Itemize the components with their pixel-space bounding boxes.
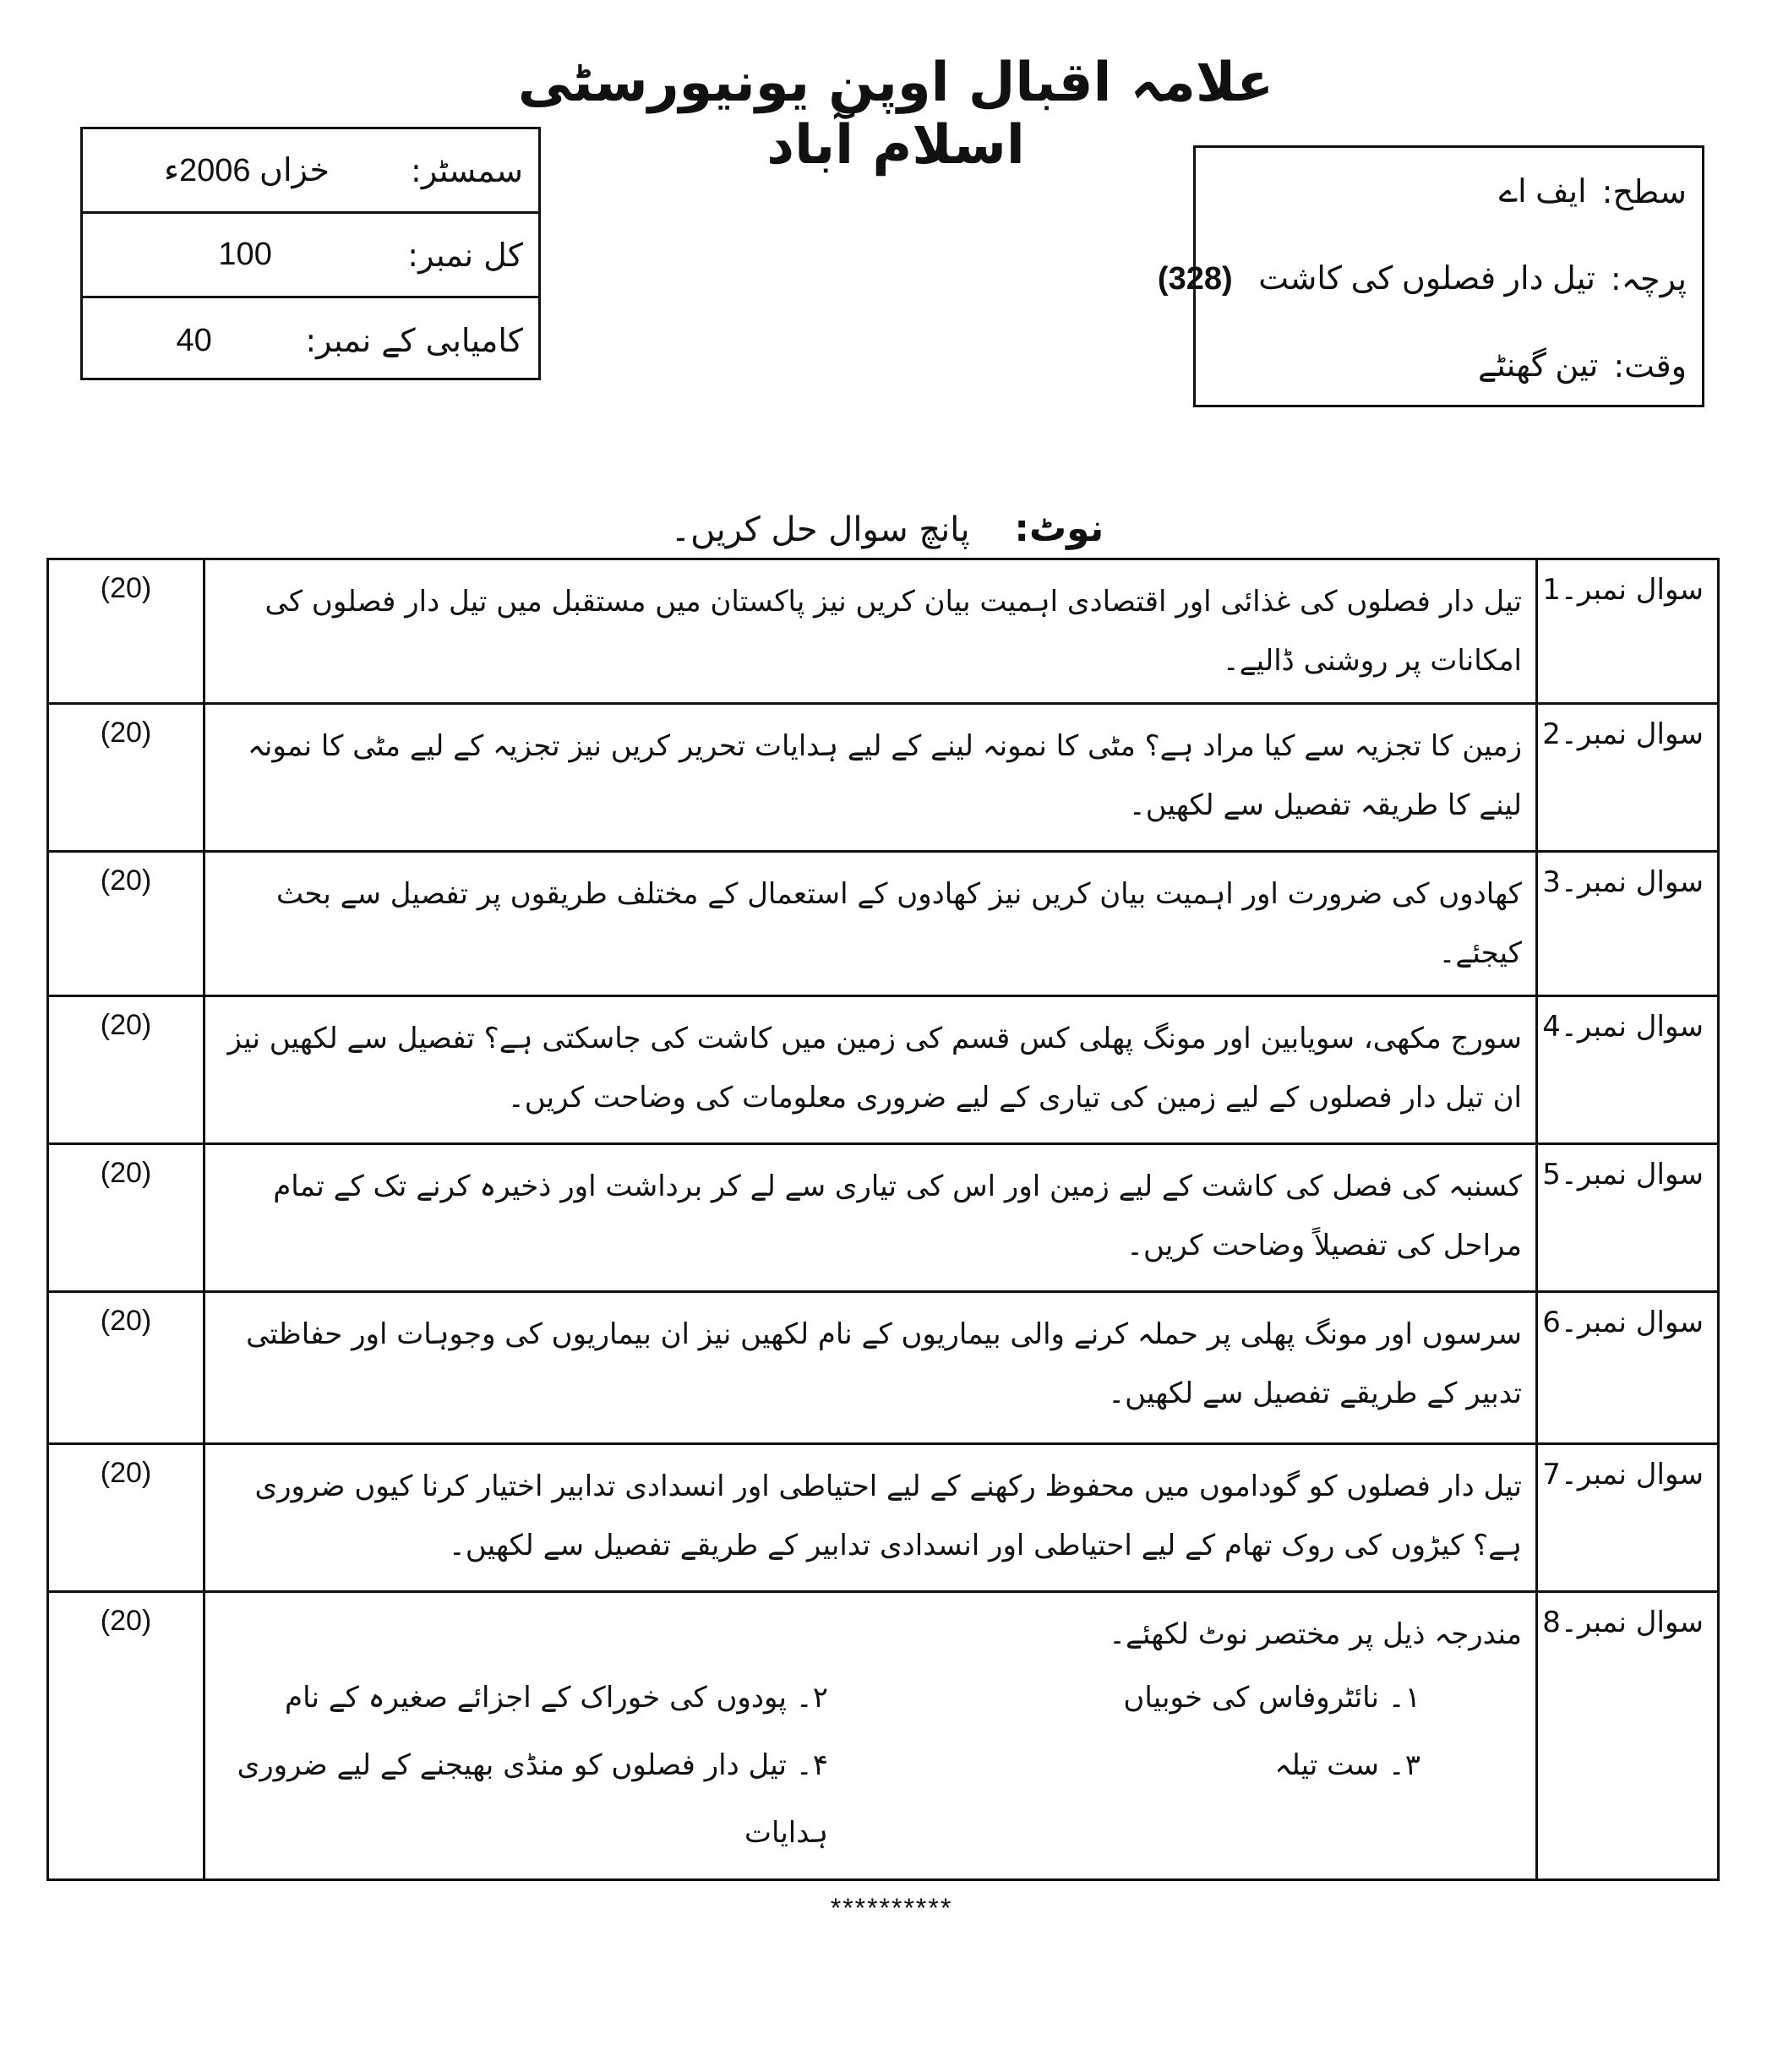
semester-label: سمسٹر: xyxy=(411,151,523,189)
questions-table xyxy=(46,558,1720,1881)
note-label: نوٹ: xyxy=(1014,507,1104,550)
paper-code: (328) xyxy=(1157,261,1233,297)
total-marks-value: 100 xyxy=(218,237,272,272)
level-value: ایف اے xyxy=(1498,174,1587,210)
question-text-cell xyxy=(204,559,1537,704)
end-stars: ********** xyxy=(830,1893,953,1923)
paper-title: تیل دار فصلوں کی کاشت xyxy=(1258,261,1595,297)
question-marks: (20) xyxy=(48,996,204,1144)
sub-question: ۲۔ پودوں کی خوراک کے اجزائے صغیرہ کے نام xyxy=(285,1681,828,1715)
pass-marks-label: کامیابی کے نمبر: xyxy=(305,322,523,359)
question-text-cell xyxy=(204,1592,1537,1880)
question-number: سوال نمبر۔7 xyxy=(1537,1444,1719,1592)
question-text: زمین کا تجزیہ سے کیا مراد ہے؟ مٹی کا نمونہ لینے کے لیے ہدایات تحریر کریں نیز تجزیہ کے لیے مٹی کا نمونہ لینے کا طریقہ تفصیل سے لکھیں۔ xyxy=(247,729,1522,822)
question-row xyxy=(48,1292,1719,1444)
sub-question: ۴۔ تیل دار فصلوں کو منڈی بھیجنے کے لیے ضروری ہدایات xyxy=(237,1748,828,1850)
question-marks: (20) xyxy=(48,704,204,852)
sub-question: ۱۔ نائٹروفاس کی خوبیاں xyxy=(1123,1681,1420,1715)
question-marks: (20) xyxy=(48,559,204,704)
question-number: سوال نمبر۔6 xyxy=(1537,1292,1719,1444)
question-number: سوال نمبر۔4 xyxy=(1537,996,1719,1144)
question-row xyxy=(48,852,1719,996)
question-text: کسنبہ کی فصل کی کاشت کے لیے زمین اور اس کی تیاری سے لے کر برداشت اور ذخیرہ کرنے تک کے تمام مراحل کی تفصیلاً وضاحت کریں۔ xyxy=(273,1170,1522,1262)
question-row xyxy=(48,559,1719,704)
question-row xyxy=(48,1444,1719,1592)
question-number: سوال نمبر۔8 xyxy=(1537,1592,1719,1880)
page-title: علامہ اقبال اوپن یونیورسٹی اسلام آباد xyxy=(517,52,1274,177)
question-marks: (20) xyxy=(48,1144,204,1292)
exam-info-box xyxy=(80,127,541,380)
question-text-cell xyxy=(204,1444,1537,1592)
question-text: سورج مکھی، سویابین اور مونگ پھلی کس قسم کی زمین میں کاشت کی جاسکتی ہے؟ تفصیل سے لکھیں نیز ان تیل دار فصلوں کے لیے زمین کی تیاری کے لیے ضروری معلومات کی وضاحت کریں۔ xyxy=(227,1022,1522,1115)
semester-value: خزاں 2006ء xyxy=(164,153,330,188)
sub-question: ۳۔ ست تیلہ xyxy=(1274,1748,1420,1782)
level-row xyxy=(1196,148,1702,235)
pass-marks-row xyxy=(83,298,538,383)
time-label: وقت: xyxy=(1613,346,1687,384)
paper-row xyxy=(1157,235,1702,322)
instruction-note xyxy=(423,507,1352,550)
semester-row xyxy=(83,129,538,214)
question-marks: (20) xyxy=(48,852,204,996)
question-text-cell xyxy=(204,704,1537,852)
paper-label: پرچہ: xyxy=(1610,259,1687,297)
question-text: سرسوں اور مونگ پھلی پر حملہ کرنے والی بیماریوں کے نام لکھیں نیز ان بیماریوں کی وجوہات اور حفاظتی تدبیر کے طریقے تفصیل سے لکھیں۔ xyxy=(246,1317,1522,1410)
question-text: تیل دار فصلوں کی غذائی اور اقتصادی اہمیت بیان کریں نیز پاکستان میں مستقبل میں تیل دار فصلوں کی امکانات پر روشنی ڈالیے۔ xyxy=(264,585,1522,678)
total-marks-label: کل نمبر: xyxy=(407,236,523,274)
question-number: سوال نمبر۔1 xyxy=(1537,559,1719,704)
question-marks: (20) xyxy=(48,1292,204,1444)
time-value: تین گھنٹے xyxy=(1478,348,1599,384)
question-row xyxy=(48,704,1719,852)
question-number: سوال نمبر۔5 xyxy=(1537,1144,1719,1292)
sub-question-list xyxy=(219,1664,1522,1867)
question-marks: (20) xyxy=(48,1444,204,1592)
total-marks-row xyxy=(83,214,538,298)
question-row xyxy=(48,996,1719,1144)
question-number: سوال نمبر۔2 xyxy=(1537,704,1719,852)
question-text-cell xyxy=(204,1144,1537,1292)
paper-value xyxy=(1158,259,1595,297)
note-text: پانچ سوال حل کریں۔ xyxy=(670,510,970,549)
question-row xyxy=(48,1592,1719,1880)
question-text-cell xyxy=(204,996,1537,1144)
question-row xyxy=(48,1144,1719,1292)
question-number: سوال نمبر۔3 xyxy=(1537,852,1719,996)
question-text: مندرجہ ذیل پر مختصر نوٹ لکھئے۔ xyxy=(1109,1617,1522,1651)
question-text-cell xyxy=(204,1292,1537,1444)
question-marks: (20) xyxy=(48,1592,204,1880)
time-row xyxy=(1196,322,1702,409)
question-text-cell xyxy=(204,852,1537,996)
question-text: کھادوں کی ضرورت اور اہمیت بیان کریں نیز کھادوں کے استعمال کے مختلف طریقوں پر تفصیل سے بحث کیجئے۔ xyxy=(275,877,1522,970)
level-label: سطح: xyxy=(1601,172,1687,210)
question-text: تیل دار فصلوں کو گوداموں میں محفوظ رکھنے کے لیے احتیاطی اور انسدادی تدابیر اختیار کرنا کیوں ضروری ہے؟ کیڑوں کی روک تھام کے لیے احتیاطی اور انسدادی تدابیر کے طریقے تفصیل سے لکھیں۔ xyxy=(254,1469,1522,1562)
pass-marks-value: 40 xyxy=(176,322,212,358)
course-info-box xyxy=(1157,145,1704,407)
